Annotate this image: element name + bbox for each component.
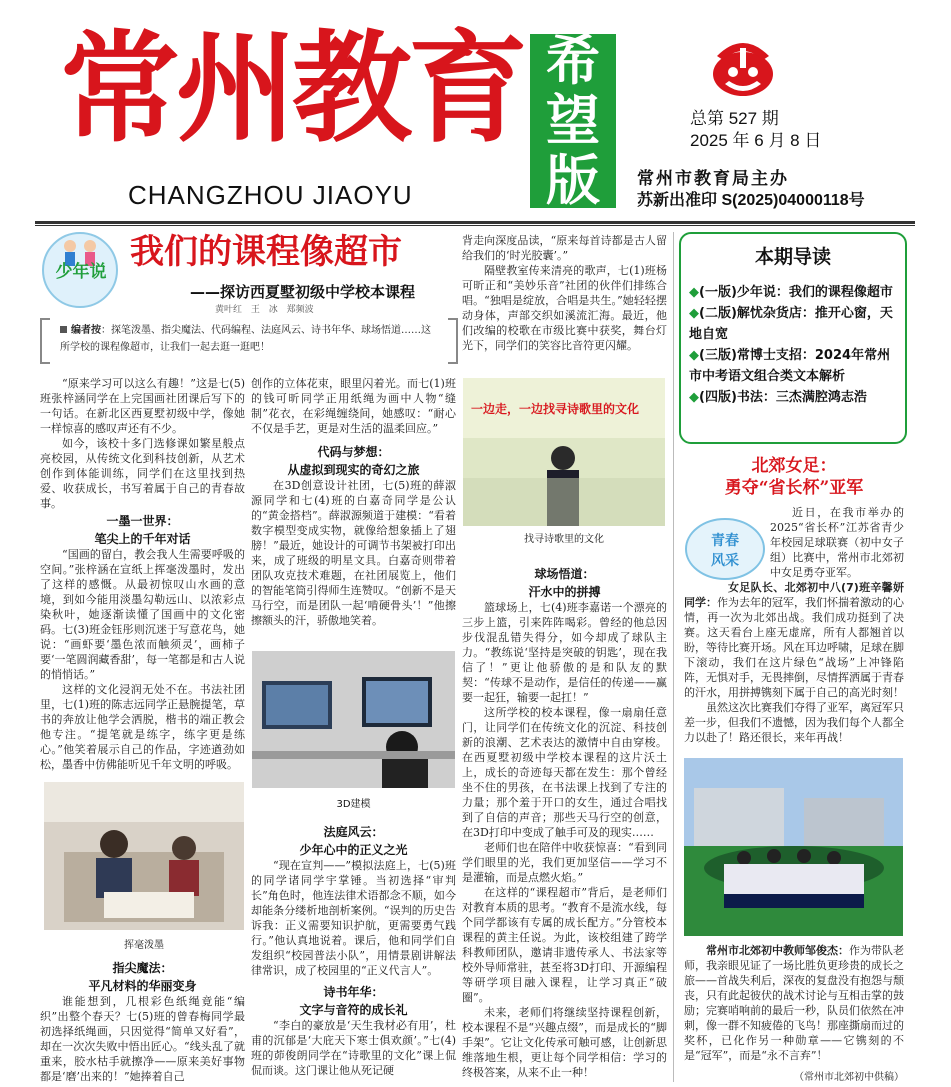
- sidebar-coach-quote: [684, 943, 904, 1071]
- diamond-bullet-icon: ◆: [689, 390, 699, 405]
- spring-badge-text-top: 青春: [711, 533, 739, 549]
- masthead-pinyin: CHANGZHOU JIAOYU: [128, 180, 413, 210]
- paragraph: “李白的豪放是‘天生我材必有用’，杜甫的沉郁是‘大庇天下寒士俱欢颜’。”七(4)班的茆俊朗同学在“诗歌里的文化”课上侃侃而谈。这门课让他从死记硬: [251, 1019, 456, 1077]
- column-1-bottom: [40, 958, 245, 1083]
- toc-item[interactable]: ◆(一版)少年说：我们的课程像超市: [689, 285, 893, 300]
- sidebar-intro: [770, 505, 904, 583]
- photo-banner-text: 一边走，一边找寻诗歌里的文化: [471, 402, 640, 416]
- publisher: 常州市教育局主办: [637, 169, 789, 188]
- quote-speaker: 女足队长、北郊初中八(7)班辛馨妍同学：: [684, 581, 904, 609]
- diamond-bullet-icon: ◆: [689, 306, 699, 321]
- edition-badge: [530, 29, 616, 212]
- classroom-photo-icon: [44, 782, 244, 930]
- paragraph: 隔壁教室传来清亮的歌声，七(1)班杨可昕正和“美妙乐音”社团的伙伴们排练合唱。“独唱是绽放，合唱是共生。”她轻轻摆动身体，声部交织如溪流汇海。最近，他们改编的校歌在市级比赛中获奖，舞台灯光下，同学们的笑容比音符更闪耀。: [462, 264, 667, 352]
- toc-title: 本期导读: [754, 246, 831, 268]
- spring-badge-text-bottom: 风采: [711, 553, 739, 569]
- publication-permit: 苏新出准印 S(2025)04000118号: [637, 192, 865, 209]
- sidebar-captain-quote: [684, 580, 904, 750]
- column-2-top: [251, 376, 456, 646]
- paragraph: 如今，该校十多门选修课如繁星般点亮校园，从传统文化到科技创新，从艺术创作到体能训练，同学们在这里找到热爱、收获成长，书写着属于自己的青春故事。: [40, 437, 245, 510]
- edition-char: 望: [546, 89, 600, 152]
- table-of-contents: [679, 232, 907, 444]
- issue-number: 总第 527 期: [690, 109, 779, 128]
- edition-char: 希: [546, 29, 600, 92]
- paragraph: 近日，在我市举办的2025“省长杯”江苏省青少年校园足球联赛（初中女子组）比赛中，常州市北郊初中女足勇夺亚军。: [770, 506, 904, 579]
- paragraph: 背走向深度品读，“原来每首诗都是古人留给我们的‘时光胶囊’。”: [462, 234, 667, 262]
- toc-item[interactable]: ◆(四版)书法：三杰满腔鸿志浩: [689, 390, 867, 405]
- section-subtitle: 从虚拟到现实的奇幻之旅: [287, 463, 420, 477]
- headline: 我们的课程像超市: [130, 232, 402, 272]
- square-bullet-icon: [60, 326, 67, 333]
- editor-note-label: 编者按: [71, 325, 101, 336]
- edition-char: 版: [546, 149, 600, 212]
- editor-note: [40, 318, 458, 360]
- editor-note-body: ：探笔泼墨、指尖魔法、代码编程、法庭风云、诗书年华、球场悟道……这所学校的课程像超市，让我们一起去逛一逛吧！: [60, 325, 431, 353]
- editor-note-text: [60, 322, 440, 356]
- photo-caption: 挥毫泼墨: [124, 940, 164, 951]
- section-title: 一墨一世界：: [106, 514, 179, 528]
- sidebar-headline: 北郊女足：: [751, 456, 837, 476]
- section-title: 指尖魔法：: [112, 961, 173, 975]
- paragraph: 谁能想到，几根彩色纸绳竟能“编织”出整个春天？七(5)班的曾春梅同学最初选择纸绳画，只因觉得“简单又好看”，却在一次次失败中悟出匠心。“线头乱了就重来，胶水枯手就擦净——原来美好事物都是‘磨’出来的！”她捧着自己: [40, 995, 245, 1083]
- paragraph: 这样的文化浸润无处不在。书法社团里，七(1)班的陈志远同学正悬腕提笔，草书的奔放让他学会洒脱，楷书的端正教会他专注。“提笔就是练字，练字更是练心。”他笑着展示自己的作品，字迹遒劲如松，墨香中仿佛能听见千年文明的呼吸。: [40, 683, 245, 771]
- section-title: 代码与梦想：: [317, 445, 390, 459]
- toc-item[interactable]: ◆(二版)解忧杂货店：推开心窗，天地自宽: [689, 306, 893, 342]
- diamond-bullet-icon: ◆: [689, 285, 699, 300]
- subheadline: ——探访西夏墅初级中学校本课程: [190, 283, 416, 301]
- photo-3d-modeling: [252, 651, 455, 788]
- section-title: 诗书年华：: [323, 985, 384, 999]
- quote-text: 作为去年的冠军，我们怀揣着激动的心情，再一次为北郊出战。我们成功挺到了决赛。这天看台上座无虚席，所有人都翘首以盼，等待比赛开场。风在耳边呼啸，足球在脚下滚动，我们在这片绿色“战场”上冲锋陷阵，无惧对手，无畏摔倒，尽情挥洒属于青春的汗水，用拼搏镌刻下属于自己的高光时刻！: [684, 596, 904, 699]
- masthead-title: 常州教育: [60, 18, 524, 159]
- column-3-bottom: [462, 564, 667, 1084]
- computer-lab-photo-icon: [252, 651, 455, 788]
- paragraph: “现在宣判——”模拟法庭上，七(5)班的同学诸同学宇掌锤。当初选择“审判长”角色时，他连法律术语都念不顺，如今却能条分缕析地剖析案例。“误判的历史告诉我：正义需要知识护航，更需要勇气践行。”他认真地说着。课后，他和同学们自发组织“校园普法小队”，用情景剧讲解法律常识，成了校园里的“正义代言人”。: [251, 859, 456, 977]
- section-subtitle: 笔尖上的千年对话: [94, 532, 191, 546]
- section-title: 球场悟道：: [534, 567, 595, 581]
- section-title: 法庭风云：: [323, 825, 384, 839]
- masthead-divider-thin: [35, 225, 915, 226]
- paragraph: 这所学校的校本课程，像一扇扇任意门，让同学们在传统文化的沉淀、科技创新的浪潮、艺术表达的激情中自由穿梭。在西夏墅初级中学校本课程的这片沃土上，成长的奇迹每天都在发生：那个曾经坐不住的男孩，在书法课上找到了专注的力量；那个羞于开口的女生，通过合唱找到了自信的声音；那些天马行空的创意，在3D打印中变成了触手可及的现实……: [462, 706, 667, 839]
- paragraph: 虽然这次比赛我们夺得了亚军，离冠军只差一步，但我们不遗憾，因为我们每个人都全力以赴了！路还很长，来年再战！: [684, 701, 904, 744]
- section-subtitle: 少年心中的正义之光: [299, 843, 408, 857]
- paragraph: 在3D创意设计社团，七(5)班的薛淑源同学和七(4)班的白嘉奇同学是公认的“黄金搭档”。薛淑源频道于建模：“看着数字模型变成实物，就像给想象插上了翅膀！”最近，她设计的可调节书架被打印出来，成了班级的明星文具。白嘉奇则带着团队攻克技术难题，在社团展览上，他们的智能笔筒引得师生连赞叹。“创新不是天马行空，而是团队一起‘啃硬骨头’！”他擦擦额头的汗，骄傲地笑着。: [251, 479, 456, 627]
- paragraph: 创作的立体花束，眼里闪着光。而七(1)班的钱可昕同学正用纸绳为画中人物“缝制”花衣，在彩绳缠绕间，她感叹：“耐心不仅是手艺，更是对生活的温柔回应。”: [251, 377, 456, 435]
- paragraph: “国画的留白，教会我人生需要呼吸的空间。”张梓涵在宣纸上挥毫泼墨时，发出了这样的感慨。从最初惊叹山水画的意境，到如今能用淡墨勾勒远山、以浓彩点染秋叶，她逐渐读懂了国画中的文化密码。七(3)班金钰彤则沉迷于写意花鸟，她说：“画虾要‘墨色浓而触须灵’，画柿子要‘一笔圆润藏香甜’，每一笔都是和古人说的悄悄话。”: [40, 548, 245, 681]
- football-photo-icon: [684, 758, 903, 936]
- diamond-bullet-icon: ◆: [689, 348, 699, 363]
- photo-poetry: [463, 378, 665, 526]
- quote-text: 作为带队老师，我亲眼见证了一场比胜负更珍贵的成长之旅——首战失利后，深夜的复盘没有抱怨与颓丧，只有此起彼伏的战术讨论与互相击掌的鼓励；完赛哨响前的最后一秒，队员们依然在冲刺，像一群不知疲倦的飞鸟！那座撕扇而过的奖杯，已化作另一种勋章——它镌刻的不是“冠军”，而是“永不言弃”！: [684, 944, 904, 1062]
- column-1-top: [40, 376, 245, 776]
- credit-line: （常州市北郊初中供稿）: [794, 1072, 904, 1083]
- bureau-logo-icon: [705, 34, 781, 100]
- photo-caption: 找寻诗歌里的文化: [524, 534, 604, 545]
- bracket-right: [448, 318, 458, 364]
- section-subtitle: 文字与音符的成长礼: [299, 1003, 408, 1017]
- column-2-bottom: [251, 822, 456, 1084]
- bracket-left: [40, 318, 50, 364]
- paragraph: 在这样的“课程超市”背后，是老师们对教育本质的思考。“教育不是流水线，每个同学都该有专属的成长配方。”分管校本课程的黄主任说。为此，该校组建了跨学科教师团队，邀请非遗传承人、书法家等校外导师常驻，甚至将3D打印、开源编程等研学项目融入课程，让学习真正“破圈”。: [462, 886, 667, 1004]
- paragraph: 未来，老师们将继续坚持课程创新，校本课程不是“兴趣点缀”，而是成长的“脚手架”。它让文化传承可触可感，让创新思维落地生根，更让每个同学相信：学习的终极答案，从来不止一种！: [462, 1006, 667, 1079]
- issue-info: [690, 108, 821, 152]
- toc-list: [689, 282, 901, 408]
- issue-date: 2025 年 6 月 8 日: [690, 131, 822, 150]
- sidebar-subheadline: 勇夺“省长杯”亚军: [724, 478, 864, 498]
- paragraph: 篮球场上，七(4)班李嘉诺一个漂亮的三步上篮，引来阵阵喝彩。曾经的他总因步伐混乱错失得分，如今却成了球队主力。“教练说‘坚持是突破的钥匙’，现在我信了！”更让他骄傲的是和队友的默契：“传球不是动作，是信任的传递——赢要一起狂，输要一起扛！”: [462, 601, 667, 704]
- section-subtitle: 汗水中的拼搏: [528, 585, 601, 599]
- masthead-divider: [35, 221, 915, 224]
- photo-caption: 3D建模: [336, 799, 371, 810]
- column-3-top: [462, 233, 667, 373]
- paragraph: “原来学习可以这么有趣！”这是七(5)班张梓涵同学在上完国画社团课后写下的一句话。在新北区西夏墅初级中学，像她一样惊喜的感叹声还有不少。: [40, 377, 245, 435]
- toc-item[interactable]: ◆(三版)常博士支招：2024年常州市中考语文组合类文本解析: [689, 348, 891, 384]
- quote-speaker: 常州市北郊初中教师邹俊杰：: [706, 944, 849, 957]
- spring-badge-icon: [684, 517, 766, 581]
- photo-ink-painting: [44, 782, 244, 930]
- section-subtitle: 平凡材料的华丽变身: [88, 979, 197, 993]
- photo-football-team: [684, 758, 903, 936]
- column-rule: [673, 232, 674, 1082]
- column-badge-text: 少年说: [55, 262, 107, 282]
- byline: 黄叶红 王 冰 郑频波: [215, 305, 314, 315]
- paragraph: 老师们也在陪伴中收获惊喜：“看到同学们眼里的光，我们更加坚信——学习不是灌输，而是点燃火焰。”: [462, 841, 667, 884]
